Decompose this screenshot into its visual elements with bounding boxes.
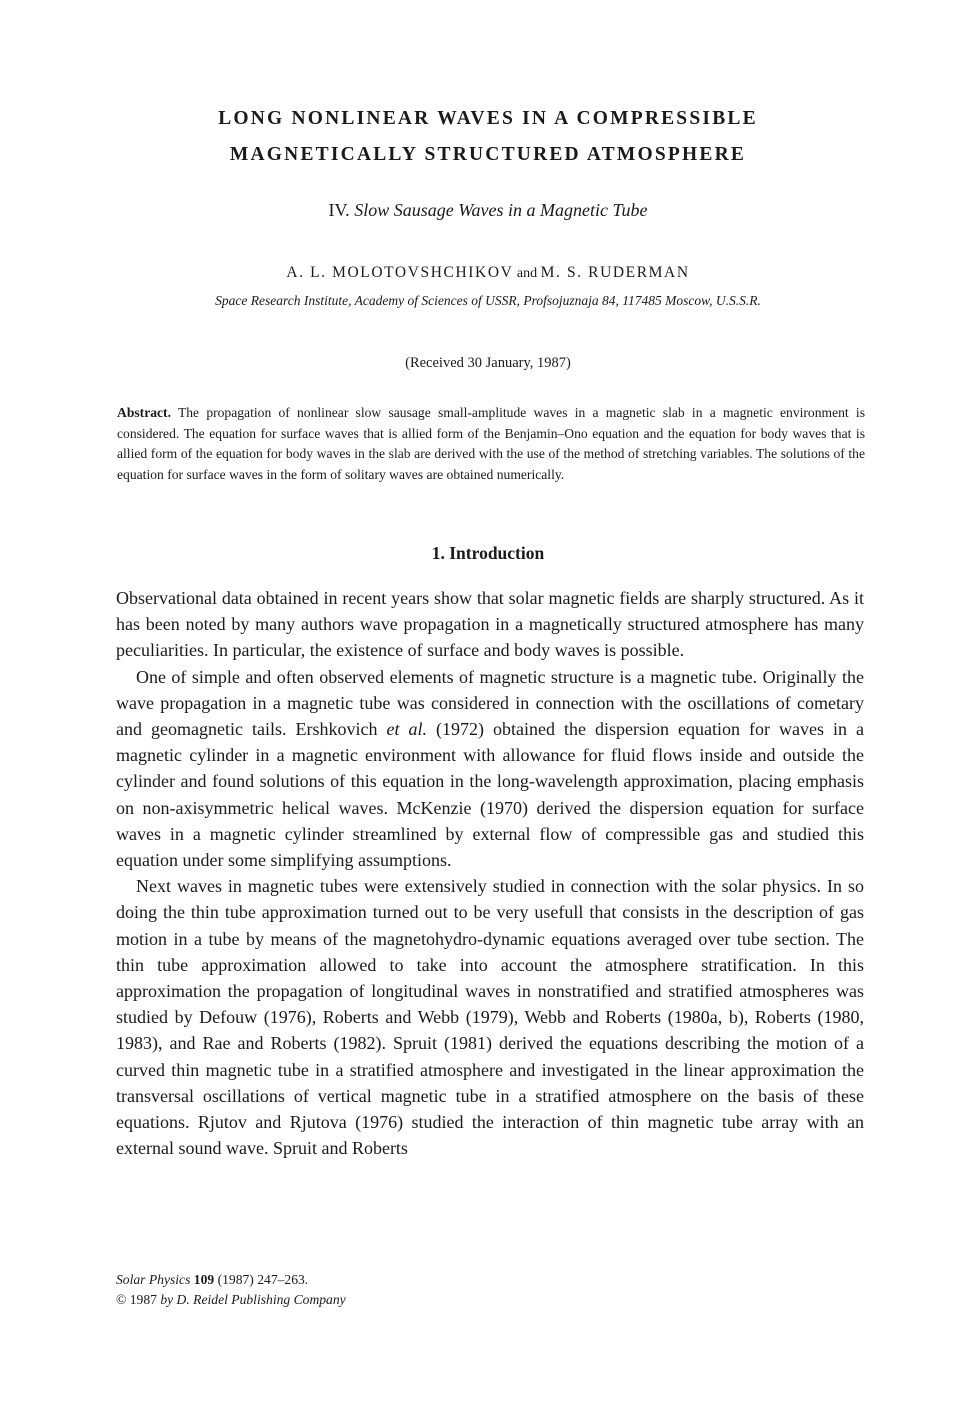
body-text	[116, 585, 864, 1161]
authors-conjunction: and	[513, 266, 541, 281]
abstract-text: The propagation of nonlinear slow sausage small-amplitude waves in a magnetic slab in a magnetic environment is considered. The equation for surface waves that is allied form of the Benjamin–Ono equation and the equation for body waves that is allied form of the equation for body waves in the slab are derived with the use of the method of stretching variables. The solutions of the equation for surface waves in the form of solitary waves are obtained numerically.	[117, 405, 865, 482]
title-line-2: MAGNETICALLY STRUCTURED ATMOSPHERE	[229, 144, 747, 165]
copyright-prefix: © 1987	[116, 1292, 161, 1307]
abstract	[117, 403, 865, 485]
abstract-label: Abstract.	[117, 405, 171, 420]
subtitle	[0, 200, 976, 221]
subtitle-number: IV.	[328, 200, 355, 220]
authors	[0, 264, 976, 282]
title-line-1: LONG NONLINEAR WAVES IN A COMPRESSIBLE	[218, 108, 758, 129]
paragraph-2-part-a: One of simple and often observed elements of magnetic structure is a magnetic tube. Originally the wave propagation in a magnetic tube was considered in connection with the oscillations of cometary and geomagnetic tails. Ershkovich	[116, 666, 864, 740]
received-date: (Received 30 January, 1987)	[405, 355, 571, 371]
author-1: A. L. MOLOTOVSHCHIKOV	[286, 264, 514, 281]
citation-line	[116, 1270, 346, 1290]
copyright-line	[116, 1290, 346, 1310]
journal-name: Solar Physics	[116, 1272, 191, 1287]
paragraph-2	[116, 664, 864, 874]
affiliation: Space Research Institute, Academy of Sciences of USSR, Profsojuznaja 84, 117485 Moscow, U.S.S.R.	[215, 293, 761, 308]
section-heading: 1. Introduction	[431, 543, 545, 563]
author-2: M. S. RUDERMAN	[540, 264, 690, 281]
paragraph-3: Next waves in magnetic tubes were extensively studied in connection with the solar physics. In so doing the thin tube approximation turned out to be very usefull that consists in the description of gas motion in a tube by means of the magnetohydro-dynamic equations averaged over tube section. The thin tube approximation allowed to take into account the atmosphere stratification. In this approximation the propagation of longitudinal waves in nonstratified and stratified atmospheres was studied by Defouw (1976), Roberts and Webb (1979), Webb and Roberts (1980a, b), Roberts (1980, 1983), and Rae and Roberts (1982). Spruit (1981) derived the equations describing the motion of a curved thin magnetic tube in a stratified atmosphere and investigated in the linear approximation the transversal oscillations of vertical magnetic tube in a stratified atmosphere on the basis of these equations. Rjutov and Rjutova (1976) studied the interaction of thin magnetic tube array with an external sound wave. Spruit and Roberts	[116, 876, 864, 1159]
paragraph-2-part-b: (1972) obtained the dispersion equation for waves in a magnetic cylinder in a magnetic environment with allowance for fluid flows inside and outside the cylinder and found solutions of this equation in the long-wavelength approximation, placing emphasis on non-axisymmetric helical waves. McKenzie (1970) derived the dispersion equation for surface waves in a magnetic cylinder streamlined by external flow of compressible gas and studied this equation under some simplifying assumptions.	[116, 719, 864, 871]
paragraph-1: Observational data obtained in recent years show that solar magnetic fields are sharply structured. As it has been noted by many authors wave propagation in a magnetically structured atmosphere has many peculiarities. In particular, the existence of surface and body waves is possible.	[116, 588, 864, 661]
copyright-publisher: by D. Reidel Publishing Company	[160, 1292, 346, 1307]
journal-pages: (1987) 247–263.	[214, 1272, 309, 1287]
paragraph-2-et-al: et al.	[386, 719, 427, 740]
subtitle-text: Slow Sausage Waves in a Magnetic Tube	[354, 200, 648, 220]
footer	[116, 1270, 346, 1310]
journal-volume: 109	[193, 1272, 215, 1287]
